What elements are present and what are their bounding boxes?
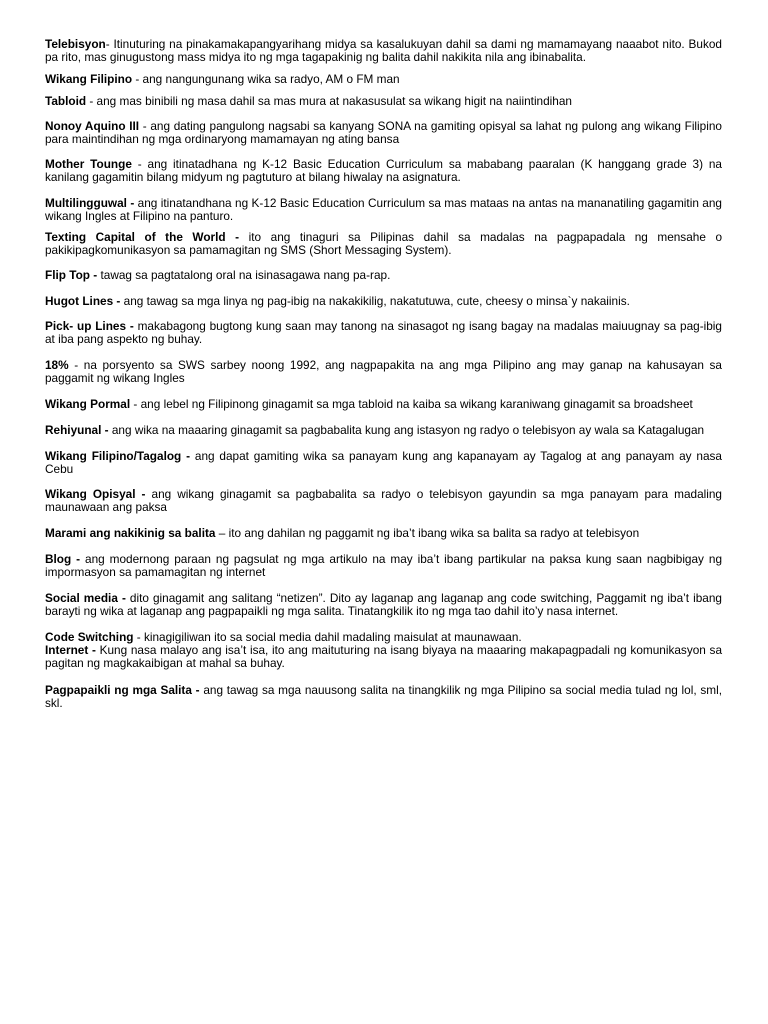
entry-internet bbox=[45, 644, 722, 670]
entry-term: Hugot Lines - bbox=[45, 294, 121, 308]
entry-description: - ang itinatadhana ng K-12 Basic Education Curriculum sa mababang paaralan (K hanggang grade 3) na kanilang gagamitin bilang midyum ng pagtuturo at bilang hiwalay na asignatura. bbox=[45, 157, 722, 184]
entry-description: Kung nasa malayo ang isa’t isa, ito ang maituturing na isang biyaya na maaaring makapagpadali ng komunikasyon sa pagitan ng magkakaibigan at mahal sa buhay. bbox=[45, 643, 723, 670]
entry-term: Wikang Filipino bbox=[45, 72, 133, 86]
entry-description: ang itinatandhana ng K-12 Basic Education Curriculum sa mas mataas na antas na mananatiling gagamitin ang wikang Ingles at Filipino na panturo. bbox=[45, 196, 722, 223]
entry-telebisyon bbox=[45, 38, 722, 64]
entry-term: Flip Top - bbox=[45, 268, 98, 282]
entry-description: ang tawag sa mga nauusong salita na tinangkilik ng mga Pilipino sa social media tulad ng lol, sml, skl. bbox=[45, 683, 722, 710]
entry-description: ang modernong paraan ng pagsulat ng mga artikulo na may iba’t ibang partikular na paksa kung saan nagbibigay ng impormasyon sa pamamagitan ng internet bbox=[45, 552, 723, 579]
entry-wikang-pormal bbox=[45, 398, 722, 411]
entry-flip-top bbox=[45, 269, 722, 282]
entry-description: tawag sa pagtatalong oral na isinasagawa nang pa-rap. bbox=[97, 268, 391, 282]
entry-description: makabagong bugtong kung saan may tanong na sinasagot ng isang bagay na madalas maiuugnay sa pag-ibig at iba pang aspekto ng buhay. bbox=[45, 319, 722, 346]
entry-term: Telebisyon bbox=[45, 37, 106, 51]
entry-description: - na porsyento sa SWS sarbey noong 1992, ang nagpapakita na ang mga Pilipino ang may ganap na kahusayan sa paggamit ng wikang Ingles bbox=[45, 358, 722, 385]
entry-description: ito ang tinaguri sa Pilipinas dahil sa madalas na pagpapadala ng mensahe o pakikipagkomunikasyon sa pamamagitan ng SMS (Short Messaging System). bbox=[45, 230, 723, 257]
entry-wikang-filipino bbox=[45, 73, 722, 86]
entry-description: ang wikang ginagamit sa pagbabalita sa radyo o telebisyon gayundin sa mga panayam para madaling maunawaan ang paksa bbox=[45, 487, 722, 514]
entry-marami-ang-nakikinig bbox=[45, 527, 722, 540]
entry-term: Pagpapaikli ng mga Salita - bbox=[45, 683, 200, 697]
entry-mother-tounge bbox=[45, 158, 722, 184]
entry-term: Pick- up Lines - bbox=[45, 319, 134, 333]
entry-term: Social media - bbox=[45, 591, 126, 605]
entry-term: Rehiyunal - bbox=[45, 423, 109, 437]
entry-description: ang wika na maaaring ginagamit sa pagbabalita kung ang istasyon ng radyo o telebisyon ay wala sa Katagalugan bbox=[108, 423, 705, 437]
entry-wikang-opisyal bbox=[45, 488, 722, 514]
entry-description: ang dapat gamiting wika sa panayam kung ang kapanayam ay Tagalog at ang panayam ay nasa Cebu bbox=[45, 449, 722, 476]
entry-term: Internet - bbox=[45, 643, 96, 657]
entry-term: Wikang Filipino/Tagalog - bbox=[45, 449, 191, 463]
entry-description: - Itinuturing na pinakamakapangyarihang midya sa kasalukuyan dahil sa dami ng mamamayang naaabot nito. Bukod pa rito, mas ginugustong mass midya ito ng mga tagapakinig ng balita dahil nakikita nila ang ibinabalita. bbox=[45, 37, 722, 64]
entry-social-media bbox=[45, 592, 722, 618]
entry-description: – ito ang dahilan ng paggamit ng iba’t ibang wika sa balita sa radyo at telebisyon bbox=[215, 526, 640, 540]
entry-pick-up-lines bbox=[45, 320, 722, 346]
entry-description: ang tawag sa mga linya ng pag-ibig na nakakikilig, nakatutuwa, cute, cheesy o minsa`y nakaiinis. bbox=[120, 294, 630, 308]
entry-term: Mother Tounge bbox=[45, 157, 132, 171]
entry-term: Wikang Pormal bbox=[45, 397, 131, 411]
entry-description: - ang lebel ng Filipinong ginagamit sa mga tabloid na kaiba sa wikang karaniwang ginagamit sa broadsheet bbox=[130, 397, 693, 411]
entry-term: Tabloid bbox=[45, 94, 87, 108]
entry-term: Nonoy Aquino III bbox=[45, 119, 140, 133]
entry-term: Code Switching bbox=[45, 630, 134, 644]
document-page bbox=[45, 38, 722, 710]
entry-pagpapaikli bbox=[45, 684, 722, 710]
entry-description: - kinagigiliwan ito sa social media dahil madaling maisulat at maunawaan. bbox=[133, 630, 522, 644]
entry-nonoy-aquino bbox=[45, 120, 722, 146]
entry-term: Texting Capital of the World - bbox=[45, 230, 240, 244]
entry-rehiyunal bbox=[45, 424, 722, 437]
entry-term: Wikang Opisyal - bbox=[45, 487, 146, 501]
entry-term: 18% bbox=[45, 358, 69, 372]
entry-description: - ang mas binibili ng masa dahil sa mas mura at nakasusulat sa wikang higit na naiintindihan bbox=[86, 94, 572, 108]
entry-multilingguwal bbox=[45, 197, 722, 223]
entry-hugot-lines bbox=[45, 295, 722, 308]
entry-term: Marami ang nakikinig sa balita bbox=[45, 526, 216, 540]
entry-wikang-filipino-tagalog bbox=[45, 450, 722, 476]
entry-description: dito ginagamit ang salitang “netizen”. Dito ay laganap ang laganap ang code switching, Paggamit ng iba’t ibang barayti ng wika at laganap ang pagpapaikli ng mga salita. Tinatangkilik ito ng mga tao dahil ito’y nasa internet. bbox=[45, 591, 722, 618]
entry-description: - ang nangungunang wika sa radyo, AM o FM man bbox=[132, 72, 400, 86]
entry-texting-capital bbox=[45, 231, 722, 257]
entry-tabloid bbox=[45, 95, 722, 108]
entry-term: Multilingguwal - bbox=[45, 196, 135, 210]
entry-18-percent bbox=[45, 359, 722, 385]
entry-term: Blog - bbox=[45, 552, 81, 566]
entry-blog bbox=[45, 553, 722, 579]
entry-description: - ang dating pangulong nagsabi sa kanyang SONA na gamiting opisyal sa lahat ng pulong ang wikang Filipino para maintindihan ng mga ordinaryong mamamayan ng ating bansa bbox=[45, 119, 722, 146]
